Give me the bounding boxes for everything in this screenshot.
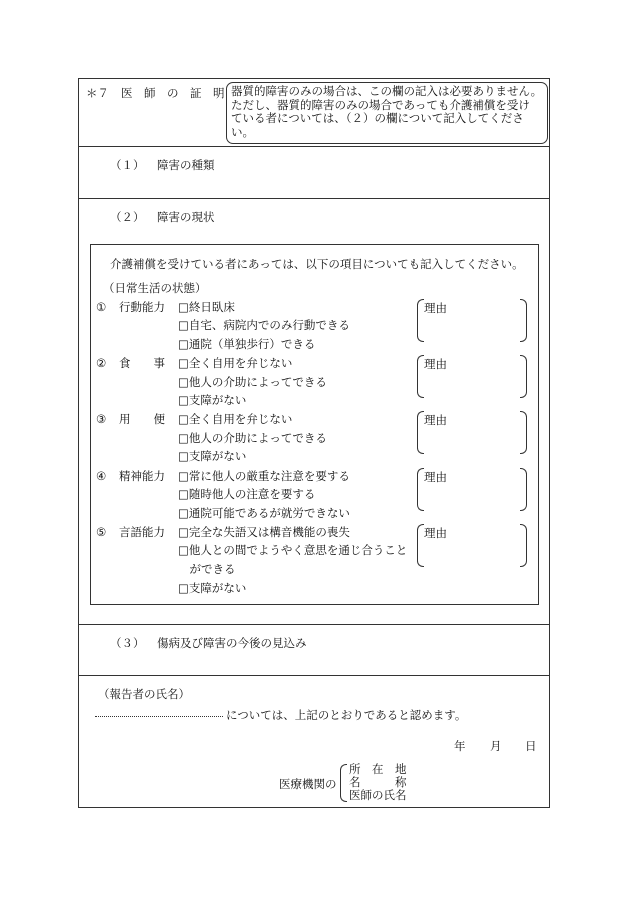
- date-day: 日: [525, 739, 537, 753]
- checkbox-option[interactable]: □随時他人の注意を要する: [178, 487, 316, 501]
- reason-brace-right: [520, 299, 527, 342]
- section3-number: （３）: [110, 636, 145, 650]
- item-name: 精神能力: [119, 469, 165, 483]
- reason-label: 理由: [424, 301, 447, 315]
- item-number: ⑤: [96, 525, 107, 539]
- checkbox-option-continued: ができる: [178, 562, 236, 576]
- checkbox-option[interactable]: □終日臥床: [178, 300, 235, 314]
- item-name: 行動能力: [119, 300, 165, 314]
- reason-brace-right: [520, 524, 527, 567]
- doctor-name-label: 医師の氏名: [349, 788, 407, 802]
- date-year: 年: [454, 739, 466, 753]
- reason-brace-left: [417, 411, 424, 454]
- reporter-name-field[interactable]: [95, 716, 223, 717]
- institution-label: 医療機関の: [279, 777, 337, 791]
- daily-life-subhead: （日常生活の状態）: [103, 281, 207, 295]
- note-line: ている者については、（２）の欄について記入してくださ: [231, 111, 524, 125]
- checkbox-option[interactable]: □他人の介助によってできる: [178, 375, 327, 389]
- checkbox-option[interactable]: □通院（単独歩行）できる: [178, 337, 316, 351]
- section1-number: （１）: [110, 158, 145, 172]
- item-name: 食 事: [119, 356, 165, 370]
- checkbox-option[interactable]: □全く自用を弁じない: [178, 412, 293, 426]
- note-line: 器質的障害のみの場合は、この欄の記入は必要ありません。: [231, 84, 543, 98]
- header-title: 医 師 の 証 明: [121, 86, 225, 100]
- checkbox-option[interactable]: □完全な失語又は構音機能の喪失: [178, 525, 350, 539]
- institution-brace: [340, 764, 347, 802]
- institution-name-label: 名 称: [349, 775, 407, 789]
- section1-title: 障害の種類: [157, 158, 215, 172]
- header-mark: ＊７: [86, 86, 109, 100]
- reason-brace-right: [520, 411, 527, 454]
- reason-brace-left: [417, 299, 424, 342]
- section2-number: （２）: [110, 210, 145, 224]
- checkbox-option[interactable]: □常に他人の厳重な注意を要する: [178, 469, 350, 483]
- item-number: ③: [96, 412, 107, 426]
- reason-label: 理由: [424, 526, 447, 540]
- item-name: 言語能力: [119, 525, 165, 539]
- reason-brace-right: [520, 468, 527, 511]
- item-number: ①: [96, 300, 107, 314]
- divider: [78, 198, 550, 199]
- date-month: 月: [490, 739, 502, 753]
- header-note: [226, 82, 548, 144]
- reason-label: 理由: [424, 357, 447, 371]
- checkbox-option[interactable]: □通院可能であるが就労できない: [178, 506, 350, 520]
- checkbox-option[interactable]: □他人の介助によってできる: [178, 431, 327, 445]
- section2-title: 障害の現状: [157, 210, 215, 224]
- item-number: ②: [96, 356, 107, 370]
- checkbox-option[interactable]: □支障がない: [178, 581, 247, 595]
- checkbox-option[interactable]: □支障がない: [178, 393, 247, 407]
- reporter-name-label: （報告者の氏名）: [98, 687, 190, 701]
- reason-label: 理由: [424, 470, 447, 484]
- reason-label: 理由: [424, 413, 447, 427]
- section3-title: 傷病及び障害の今後の見込み: [157, 636, 307, 650]
- checkbox-option[interactable]: □自宅、病院内でのみ行動できる: [178, 318, 350, 332]
- note-line: ただし、器質的障害のみの場合であっても介護補償を受け: [231, 97, 530, 112]
- reason-brace-left: [417, 355, 424, 398]
- item-number: ④: [96, 469, 107, 483]
- divider: [78, 146, 550, 147]
- nursing-intro: 介護補償を受けている者にあっては、以下の項目についても記入してください。: [110, 257, 524, 271]
- institution-address-label: 所 在 地: [349, 762, 407, 776]
- item-name: 用 便: [119, 412, 165, 426]
- reason-brace-left: [417, 468, 424, 511]
- reason-brace-right: [520, 355, 527, 398]
- checkbox-option[interactable]: □全く自用を弁じない: [178, 356, 293, 370]
- checkbox-option[interactable]: □支障がない: [178, 449, 247, 463]
- note-line: い。: [231, 124, 254, 139]
- divider: [78, 675, 550, 676]
- certification-statement: については、上記のとおりであると認めます。: [226, 708, 467, 722]
- checkbox-option[interactable]: □他人との間でようやく意思を通じ合うこと: [178, 543, 408, 557]
- reason-brace-left: [417, 524, 424, 567]
- divider: [78, 624, 550, 625]
